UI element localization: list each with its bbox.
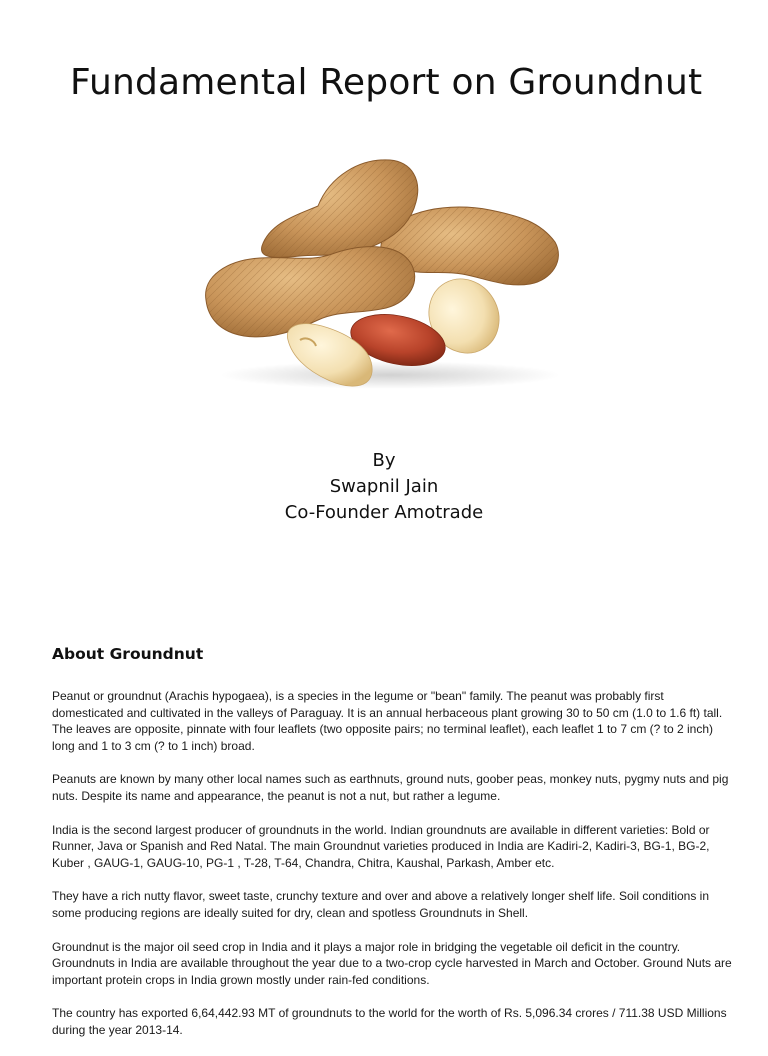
section-heading: About Groundnut [52, 645, 204, 663]
paragraph: Peanut or groundnut (Arachis hypogaea), is a species in the legume or "bean" family. The peanut was probably first domesticated and cultivated in the valleys of Paraguay. It is an annual herbaceous plant growing 30 to 50 cm (1.0 to 1.6 ft) tall. The leaves are opposite, pinnate with four leaflets (two opposite pairs; no terminal leaflet), each leaflet 1 to 7 cm (? to 2 inch) long and 1 to 3 cm (? to 1 inch) broad. [52, 689, 723, 753]
byline-role: Co-Founder Amotrade [284, 502, 484, 523]
paragraph: The country has exported 6,64,442.93 MT of groundnuts to the world for the worth of Rs. 5,096.34 crores / 711.38 USD Millions during the year 2013-14. [52, 1006, 727, 1037]
paragraph: They have a rich nutty flavor, sweet taste, crunchy texture and over and above a relatively longer shelf life. Soil conditions in some producing regions are ideally suited for dry, clean and spotless Groundnuts in Shell. [52, 889, 710, 920]
paragraph: India is the second largest producer of groundnuts in the world. Indian groundnuts are available in different varieties: Bold or Runner, Java or Spanish and Red Natal. The main Groundnut varieties produced in India are Kadiri-2, Kadiri-3, BG-1, BG-2, Kuber , GAUG-1, GAUG-10, PG-1 , T-28, T-64, Chandra, Chitra, Kaushal, Parkash, Amber etc. [52, 822, 710, 870]
groundnut-image [200, 150, 570, 395]
byline [0, 448, 768, 526]
paragraph: Groundnut is the major oil seed crop in India and it plays a major role in bridging the vegetable oil deficit in the country. Groundnuts in India are available throughout the year due to a two-crop cycle harvested in March and October. Ground Nuts are important protein crops in India grown mostly under rain-fed conditions. [52, 939, 732, 987]
paragraph: Peanuts are known by many other local names such as earthnuts, ground nuts, goober peas, monkey nuts, pygmy nuts and pig nuts. Despite its name and appearance, the peanut is not a nut, but rather a legume. [52, 772, 729, 803]
page-title: Fundamental Report on Groundnut [70, 62, 703, 103]
byline-by: By [372, 450, 396, 471]
section-body [52, 688, 732, 1056]
byline-author: Swapnil Jain [329, 476, 439, 497]
